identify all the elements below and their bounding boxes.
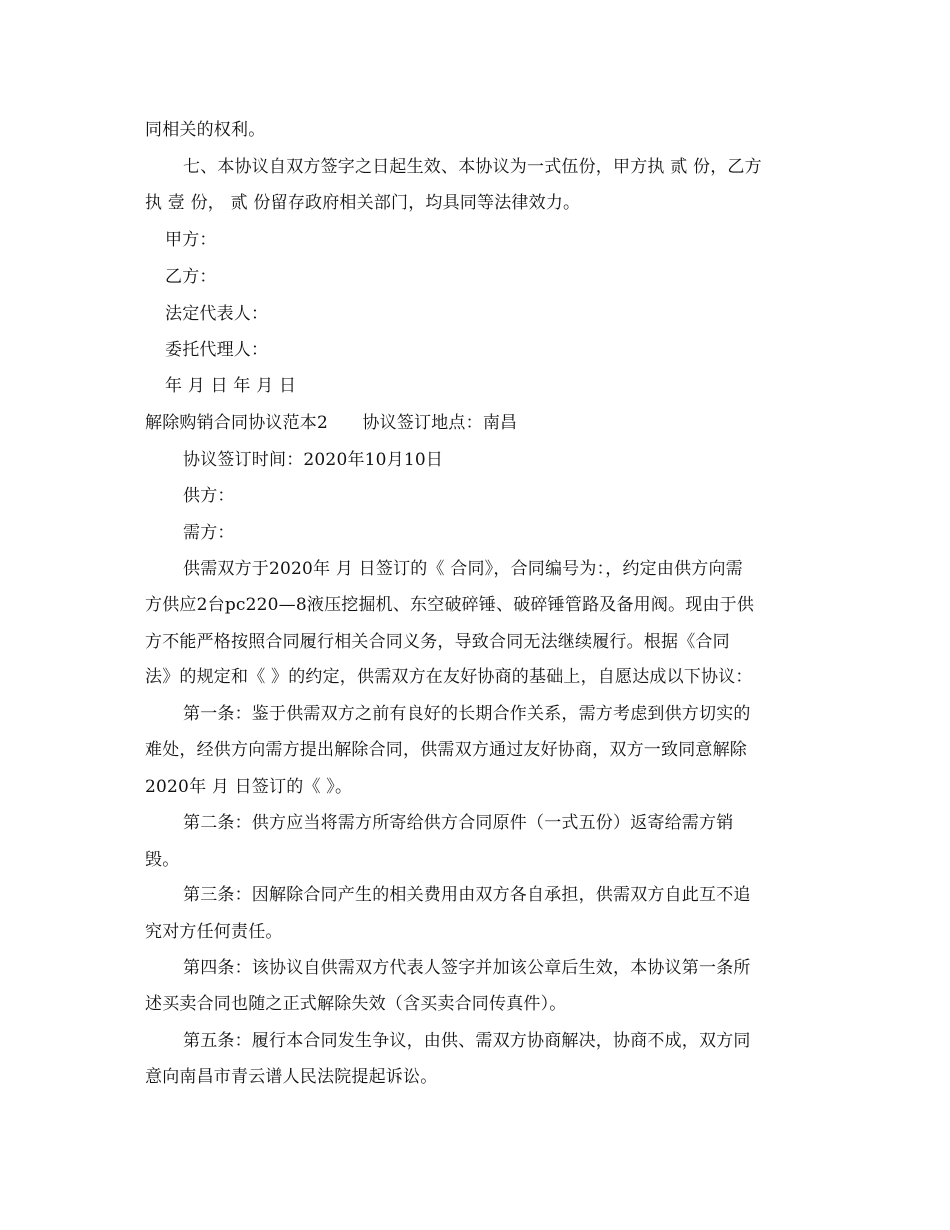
text-line: 执 壹 份， 贰 份留存政府相关部门，均具同等法律效力。 xyxy=(145,193,581,213)
text-line: 同相关的权利。 xyxy=(145,120,266,140)
date-line: 年 月 日 年 月 日 xyxy=(165,376,297,396)
text-line: 2020年 月 日签订的《 》。 xyxy=(145,777,353,797)
text-line: 第五条：履行本合同发生争议，由供、需双方协商解决，协商不成，双方同 xyxy=(183,1031,751,1051)
authorized-agent-label: 委托代理人： xyxy=(165,340,269,360)
text-line: 述买卖合同也随之正式解除失效（含买卖合同传真件）。 xyxy=(145,994,567,1014)
party-b-label: 乙方： xyxy=(165,267,217,287)
text-line: 难处，经供方向需方提出解除合同，供需双方通过友好协商，双方一致同意解除 xyxy=(145,740,747,760)
text-line: 第三条：因解除合同产生的相关费用由双方各自承担，供需双方自此互不追 xyxy=(183,885,751,905)
buyer-label: 需方： xyxy=(183,523,235,543)
text-line: 第一条：鉴于供需双方之前有良好的长期合作关系，需方考虑到供方切实的 xyxy=(183,704,751,724)
signing-date-line: 协议签订时间：2020年10月10日 xyxy=(183,450,444,470)
text-line: 七、本协议自双方签字之日起生效、本协议为一式伍份，甲方执 贰 份，乙方 xyxy=(183,157,762,177)
text-line: 毁。 xyxy=(145,850,180,870)
text-line: 方供应2台pc220—8液压挖掘机、东空破碎锤、破碎锤管路及备用阀。现由于供 xyxy=(145,595,755,615)
text-line: 方不能严格按照合同履行相关合同义务，导致合同无法继续履行。根据《合同 xyxy=(145,632,730,652)
party-a-label: 甲方： xyxy=(165,230,217,250)
text-line: 意向南昌市青云谱人民法院提起诉讼。 xyxy=(145,1067,438,1087)
legal-representative-label: 法定代表人： xyxy=(165,304,269,324)
text-line: 供需双方于2020年 月 日签订的《 合同》，合同编号为：，约定由供方向需 xyxy=(183,559,743,579)
text-line: 法》的规定和《 》的约定，供需双方在友好协商的基础上，自愿达成以下协议： xyxy=(145,667,753,687)
text-line: 第二条：供方应当将需方所寄给供方合同原件（一式五份）返寄给需方销 xyxy=(183,813,734,833)
section-title: 解除购销合同协议范本2 协议签订地点：南昌 xyxy=(145,413,518,433)
supplier-label: 供方： xyxy=(183,486,235,506)
text-line: 究对方任何责任。 xyxy=(145,922,283,942)
text-line: 第四条：该协议自供需双方代表人签字并加该公章后生效，本协议第一条所 xyxy=(183,958,751,978)
